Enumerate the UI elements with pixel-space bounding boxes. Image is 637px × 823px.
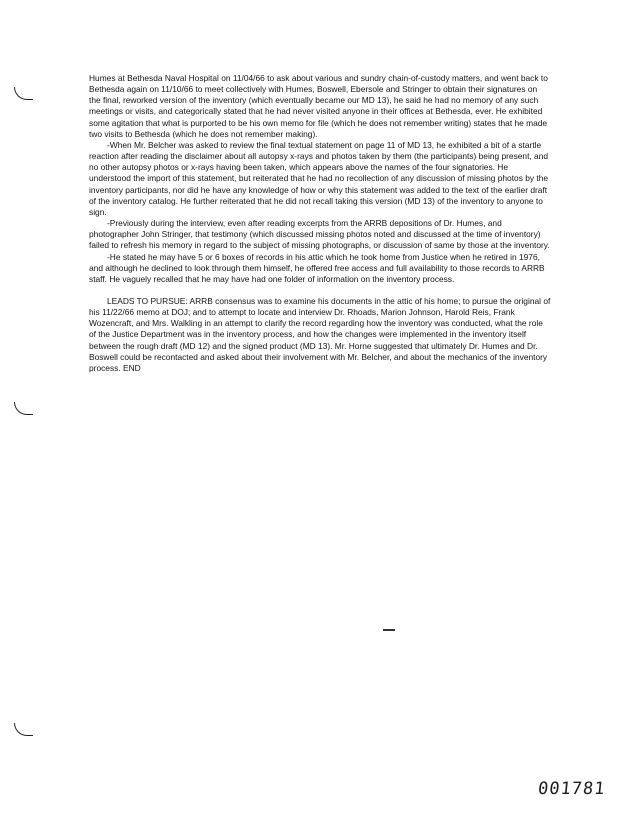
scan-mark <box>383 629 395 631</box>
page-number-stamp: 001781 <box>536 779 607 799</box>
paragraph-attic-records: -He stated he may have 5 or 6 boxes of records in his attic which he took home from Justice when he retired in 1976, and although he declined to look through them himself, he offered free access and full availability to those records to ARRB staff. He vaguely recalled that he may have had one folder of information on the inventory process. <box>89 251 545 284</box>
paragraph-gap <box>89 285 551 296</box>
binder-hole-mark-top <box>14 87 33 100</box>
binder-hole-mark-bottom <box>14 723 33 736</box>
paragraph-continuation: Humes at Bethesda Naval Hospital on 11/04/66 to ask about various and sundry chain-of-custody matters, and went back to Bethesda again on 11/10/66 to meet collectively with Humes, Boswell, Ebersole and Stringer to obtain their signatures on the final, reworked version of the inventory (which eventually became our MD 13), he said he had no memory of any such meetings or visits, and categorically stated that he had never visited anyone in their offices at Bethesda, ever. He exhibited some agitation that what is purported to be his own memo for file (which he does not remember writing) states that he made two visits to Bethesda (which he does not remember making). <box>89 73 548 139</box>
paragraph-belcher-review: -When Mr. Belcher was asked to review the final textual statement on page 11 of MD 13, he exhibited a bit of a startle reaction after reading the disclaimer about all autopsy x-rays and photos taken by them (the participants) being present, and no other autopsy photos or x-rays having been taken, which appears above the names of the four signatories. He understood the import of this statement, but reiterated that he had no recollection of any discussion of missing photos by the inventory participants, nor did he have any knowledge of how or why this statement was added to the text of the earlier draft of the inventory catalog. He further reiterated that he did not recall taking this version (MD 13) of the inventory to anyone to sign. <box>89 139 549 217</box>
paragraph-previous-interview: -Previously during the interview, even after reading excerpts from the ARRB depositions of Dr. Humes, and photographer John Stringer, that testimony (which discussed missing photos noted and discussed at the time of inventory) failed to refresh his memory in regard to the subject of missing photographs, or discussion of same by those at the inventory. <box>89 218 550 251</box>
binder-hole-mark-middle <box>14 402 33 415</box>
document-body <box>89 73 551 374</box>
paragraph-leads-to-pursue: LEADS TO PURSUE: ARRB consensus was to examine his documents in the attic of his home; to pursue the original of his 11/22/66 memo at DOJ; and to attempt to locate and interview Dr. Rhoads, Marion Johnson, Harold Reis, Frank Wozencraft, and Mrs. Walkling in an attempt to clarify the record regarding how the inventory was conducted, what the role of the Justice Department was in the inventory process, and how the changes were implemented in the inventory itself between the rough draft (MD 12) and the signed product (MD 13). Mr. Horne suggested that ultimately Dr. Humes and Dr. Boswell could be recontacted and asked about their involvement with Mr. Belcher, and about the mechanics of the inventory process. END <box>89 295 551 373</box>
